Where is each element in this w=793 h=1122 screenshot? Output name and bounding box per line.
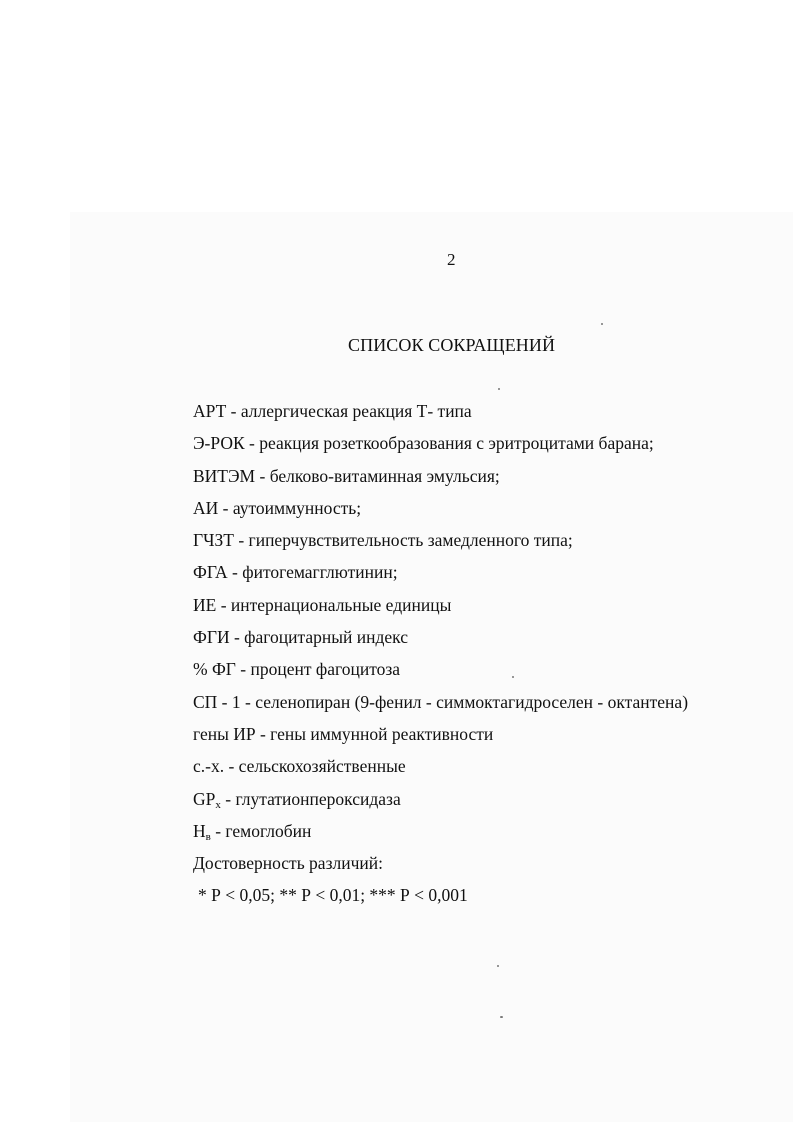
significance-levels: * Р < 0,05; ** Р < 0,01; *** Р < 0,001 [198, 885, 468, 906]
abbreviation-entry: гены ИР - гены иммунной реактивности [193, 723, 494, 744]
abbreviation-definition: - гемоглобин [210, 820, 312, 841]
abbreviation-entry: ИЕ - интернациональные единицы [193, 594, 452, 615]
abbreviation-entry: Э-РОК - реакция розеткообразования с эритроцитами барана; [193, 433, 654, 454]
abbreviation-subscript: x [215, 798, 221, 811]
page-title: СПИСОК СОКРАЩЕНИЙ [348, 335, 556, 355]
abbreviation-entry: % ФГ - процент фагоцитоза [193, 659, 401, 680]
significance-label: Достоверность различий: [193, 853, 383, 874]
abbreviation-list [193, 400, 688, 917]
abbreviation-entry: ГЧЗТ - гиперчувствительность замедленного типа; [193, 530, 573, 551]
abbreviation-entry: СП - 1 - селенопиран (9-фенил - симмоктагидроселен - октантена) [193, 691, 689, 712]
scan-speck [601, 323, 603, 325]
page-number: 2 [447, 250, 456, 269]
abbreviation-subscript: в [205, 830, 211, 843]
abbreviation-base: H [193, 820, 206, 841]
abbreviation-entry: АРТ - аллергическая реакция Т- типа [193, 401, 472, 421]
scan-speck [512, 676, 514, 678]
scan-speck [497, 965, 499, 967]
abbreviation-entry: с.-х. - сельскохозяйственные [193, 756, 406, 777]
abbreviation-entry: ВИТЭМ - белково-витаминная эмульсия; [193, 465, 500, 486]
abbreviation-entry-hb [193, 820, 688, 852]
scan-speck [498, 388, 500, 390]
abbreviation-entry: ФГА - фитогемагглютинин; [193, 562, 398, 583]
abbreviation-entry-gpx [193, 788, 688, 820]
abbreviation-base: GP [193, 788, 216, 809]
abbreviation-entry: ФГИ - фагоцитарный индекс [193, 627, 408, 648]
scan-speck [500, 1016, 503, 1018]
abbreviation-definition: - глутатионпероксидаза [220, 788, 401, 809]
abbreviation-entry: АИ - аутоиммунность; [193, 497, 362, 518]
